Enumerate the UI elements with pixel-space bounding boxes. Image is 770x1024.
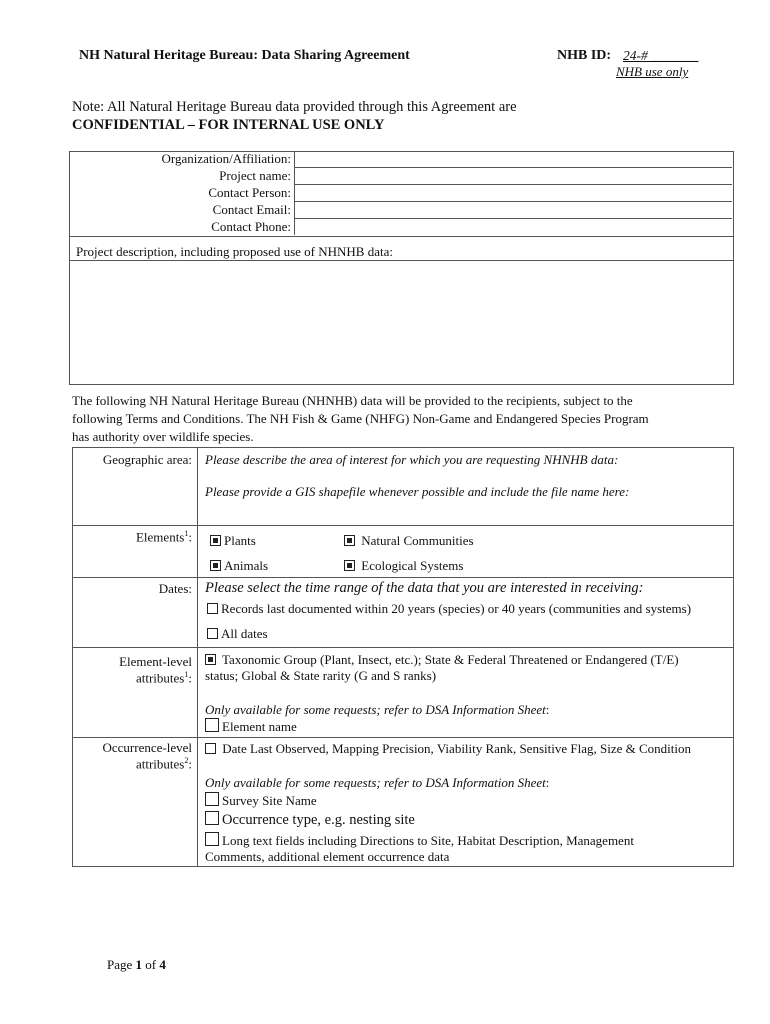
contact-field-label: Organization/Affiliation: — [70, 151, 295, 168]
contact-field-label: Contact Email: — [70, 202, 295, 219]
nhb-id-label: NHB ID: — [557, 48, 612, 63]
contact-field-input[interactable] — [295, 202, 733, 219]
long-text-fields-checkbox[interactable] — [205, 832, 219, 846]
element-level-label: Element-level attributes$^1$: — [119, 654, 192, 686]
contact-row — [70, 185, 732, 202]
elements-ecological-systems-option[interactable]: Ecological Systems — [344, 558, 463, 574]
document-title: NH Natural Heritage Bureau: Data Sharing Agreement — [79, 48, 410, 63]
contact-row — [70, 202, 732, 219]
ecological-systems-checkbox[interactable] — [344, 560, 355, 571]
nhb-id-field[interactable]: 24-# _______ — [623, 48, 699, 63]
recent-records-checkbox[interactable] — [207, 603, 218, 614]
gis-shapefile-prompt: Please provide a GIS shapefile whenever possible and include the file name here: — [205, 484, 630, 499]
elements-label: Elements$^1$: — [135, 529, 192, 545]
page-number: Page 1 of 4 — [107, 957, 166, 972]
contact-field-label: Contact Person: — [70, 185, 295, 202]
survey-site-name-checkbox[interactable] — [205, 792, 219, 806]
geographic-area-field[interactable] — [199, 500, 729, 524]
elements-plants-option[interactable]: Plants — [210, 533, 256, 549]
contact-row — [70, 151, 732, 168]
elements-animals-option[interactable]: Animals — [210, 558, 268, 574]
dates-all-option[interactable]: All dates — [207, 626, 268, 642]
element-name-checkbox[interactable] — [205, 718, 219, 732]
confidential-note: Note: All Natural Heritage Bureau data provided through this Agreement are — [72, 99, 517, 115]
contact-field-input[interactable] — [295, 168, 733, 185]
occurrence-type-option[interactable]: Occurrence type, e.g. nesting site — [205, 811, 415, 829]
occurrence-type-checkbox[interactable] — [205, 811, 219, 825]
contact-row — [70, 168, 732, 185]
project-description-label: Project description, including proposed use of NHNHB data: — [76, 244, 393, 259]
contact-field-label: Project name: — [70, 168, 295, 185]
geographic-area-prompt: Please describe the area of interest for which you are requesting NHNHB data: — [205, 452, 619, 467]
elements-natural-communities-option[interactable]: Natural Communities — [344, 533, 474, 549]
terms-line-1: The following NH Natural Heritage Bureau (NHNHB) data will be provided to the recipients, subject to the — [72, 393, 633, 408]
natural-communities-checkbox[interactable] — [344, 535, 355, 546]
contact-field-label: Contact Phone: — [70, 219, 295, 236]
nhb-use-only-note: NHB use only — [616, 64, 689, 79]
date-last-observed-option[interactable]: Date Last Observed, Mapping Precision, Viability Rank, Sensitive Flag, Size & Condition — [205, 741, 691, 757]
geographic-area-label: Geographic area: — [102, 452, 192, 467]
terms-line-3: has authority over wildlife species. — [72, 429, 254, 444]
occurrence-level-label: Occurrence-level attributes$^2$: — [102, 740, 192, 772]
taxonomic-group-checkbox[interactable] — [205, 654, 216, 665]
taxonomic-group-option[interactable]: Taxonomic Group (Plant, Insect, etc.); State & Federal Threatened or Endangered (T/E) status; Global & State rarity (G and S ranks) — [205, 652, 679, 683]
contact-field-input[interactable] — [295, 151, 733, 168]
animals-checkbox[interactable] — [210, 560, 221, 571]
contact-table — [70, 151, 732, 235]
contact-field-input[interactable] — [295, 185, 733, 202]
all-dates-checkbox[interactable] — [207, 628, 218, 639]
terms-paragraph — [72, 392, 732, 446]
project-description-field[interactable] — [70, 261, 732, 382]
survey-site-name-option[interactable]: Survey Site Name — [205, 792, 317, 809]
element-level-note: Only available for some requests; refer to DSA Information Sheet: — [205, 702, 550, 717]
dates-prompt: Please select the time range of the data that you are interested in receiving: — [205, 580, 644, 596]
contact-row — [70, 219, 732, 236]
date-last-observed-checkbox[interactable] — [205, 743, 216, 754]
occurrence-level-note: Only available for some requests; refer to DSA Information Sheet: — [205, 775, 550, 790]
element-name-option[interactable]: Element name — [205, 718, 297, 735]
dates-label: Dates: — [158, 581, 192, 596]
terms-line-2: following Terms and Conditions. The NH Fish & Game (NHFG) Non-Game and Endangered Species Program — [72, 411, 649, 426]
plants-checkbox[interactable] — [210, 535, 221, 546]
dates-recent-option[interactable]: Records last documented within 20 years (species) or 40 years (communities and systems) — [207, 601, 691, 617]
contact-field-input[interactable] — [295, 219, 733, 236]
long-text-fields-option[interactable]: Long text fields including Directions to Site, Habitat Description, Management Comments, additional element occurrence data — [205, 833, 634, 864]
confidential-heading: CONFIDENTIAL – FOR INTERNAL USE ONLY — [72, 117, 385, 133]
